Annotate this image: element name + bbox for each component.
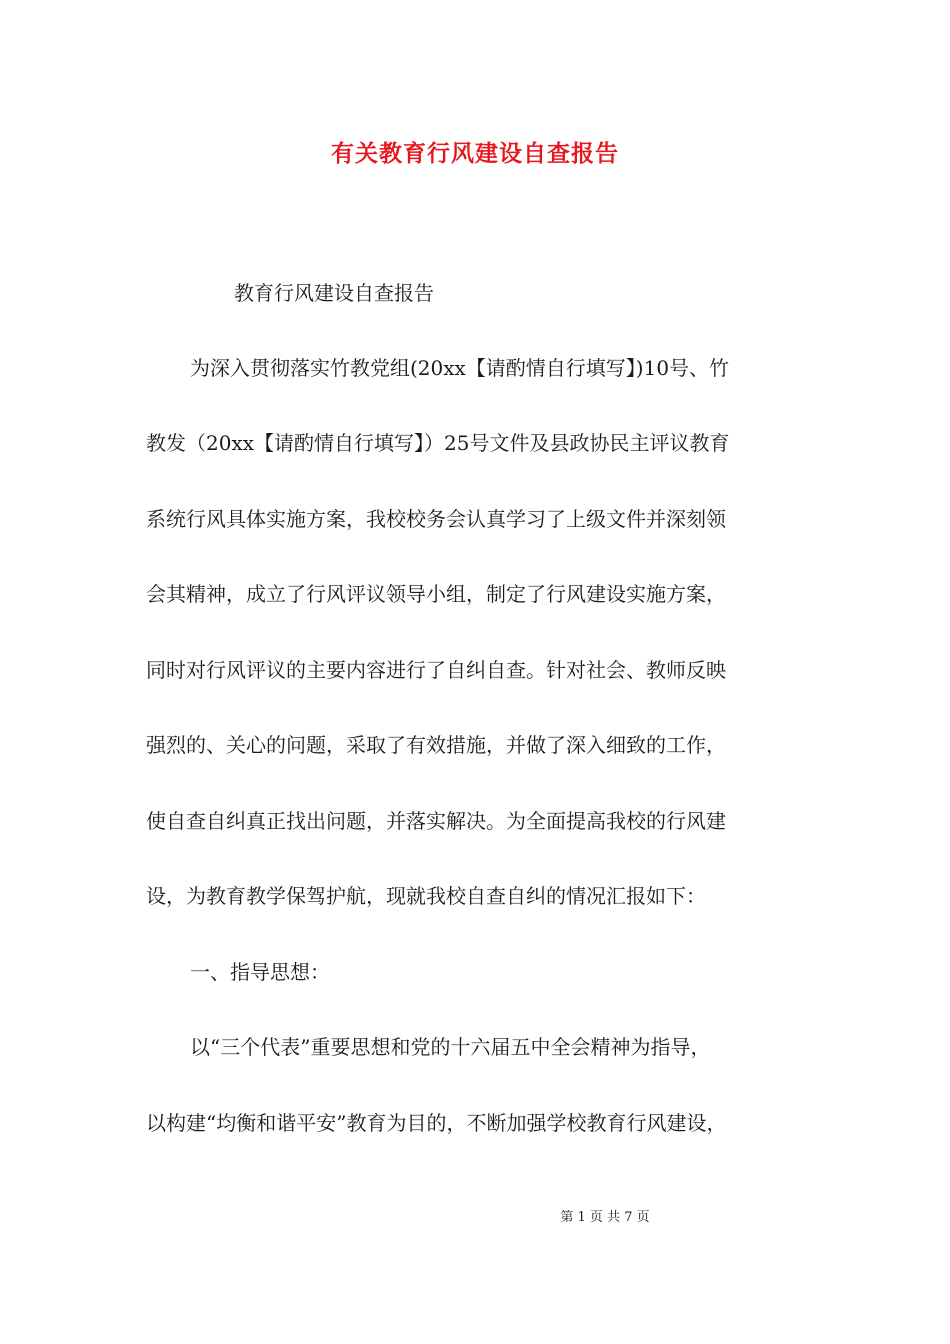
- document-subtitle: 教育行风建设自查报告: [234, 281, 434, 305]
- body-line-2: 教发（20xx【请酌情自行填写】）25号文件及县政协民主评议教育: [146, 431, 730, 455]
- body-line-3: 系统行风具体实施方案，我校校务会认真学习了上级文件并深刻领: [146, 507, 726, 531]
- body-line-4: 会其精神，成立了行风评议领导小组，制定了行风建设实施方案，: [146, 582, 726, 606]
- body-line-7: 使自查自纠真正找出问题，并落实解决。为全面提高我校的行风建: [146, 809, 726, 833]
- document-title: 有关教育行风建设自查报告: [331, 140, 619, 167]
- body-line-1: 为深入贯彻落实竹教党组(20xx【请酌情自行填写】)10号、竹: [190, 356, 730, 380]
- body-line-6: 强烈的、关心的问题，采取了有效措施，并做了深入细致的工作，: [146, 733, 726, 757]
- body-line-10: 以“三个代表”重要思想和党的十六届五中全会精神为指导，: [190, 1035, 711, 1059]
- body-line-5: 同时对行风评议的主要内容进行了自纠自查。针对社会、教师反映: [146, 658, 726, 682]
- section-heading-guiding-ideology: 一、指导思想：: [190, 960, 330, 984]
- body-line-11: 以构建“均衡和谐平安”教育为目的，不断加强学校教育行风建设，: [146, 1111, 727, 1135]
- page-number-footer: 第 1 页 共 7 页: [560, 1210, 650, 1225]
- body-line-8: 设，为教育教学保驾护航，现就我校自查自纠的情况汇报如下：: [146, 884, 706, 908]
